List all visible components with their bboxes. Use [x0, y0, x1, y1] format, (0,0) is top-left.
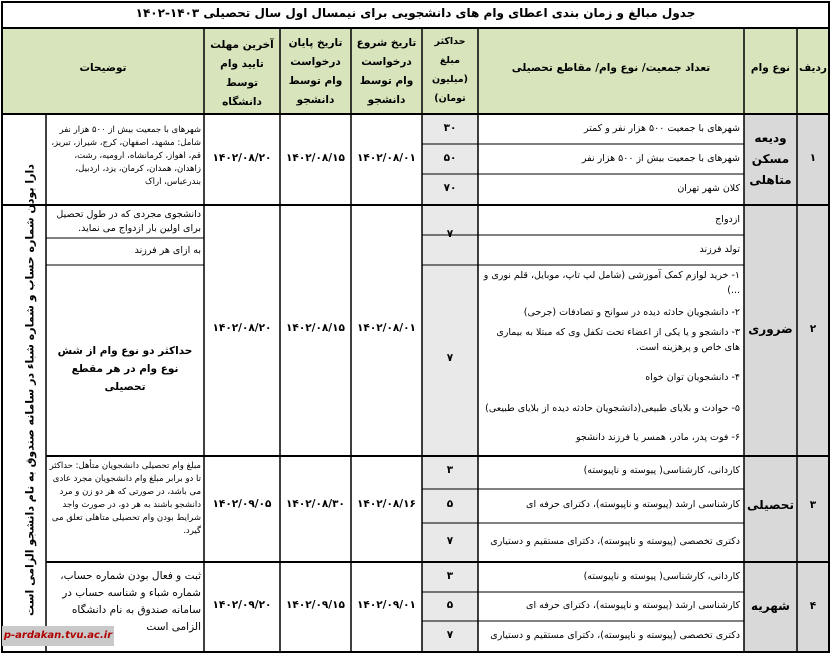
row-2-item-1: ۱- خرید لوازم کمک آموزشی (شامل لپ تاپ، موبایل، قلم نوری و ...) — [483, 270, 740, 296]
row-1-amount-1: ۳۰ — [443, 122, 457, 134]
header-deadline: آخرین مهلت تایید وام توسط دانشگاه — [210, 39, 274, 108]
row-2-item-2: ۲- دانشجویان حادثه دیده در سوانح و تصادفات (جرحی) — [523, 307, 740, 318]
row-2-item-4: ۴- دانشجویان توان خواه — [645, 372, 740, 383]
header-subtypes: تعداد جمعیت/ نوع وام/ مقاطع تحصیلی — [511, 62, 711, 74]
row-2-number: ۲ — [809, 323, 817, 335]
row-2-end-date: ۱۴۰۲/۰۸/۱۵ — [286, 322, 345, 334]
row-3-amount-3: ۷ — [446, 535, 454, 547]
row-2-note-general: حداکثر دو نوع وام از شش نوع وام در هر مقطع تحصیلی — [57, 345, 193, 393]
row-1-number: ۱ — [809, 152, 817, 164]
row-3-amount-1: ۳ — [446, 464, 454, 476]
row-2-amount-a: ۷ — [446, 228, 454, 240]
row-4-item-3: دکتری تخصصی (پیوسته و ناپیوسته)، دکترای مستقیم و دستیاری — [490, 630, 740, 641]
row-1-amount-2: ۵۰ — [443, 152, 457, 164]
row-3-notes: مبلغ وام تحصیلی دانشجویان متأهل: حداکثر تا دو برابر مبلغ وام دانشجویان مجرد عادی می باشد، در صورتی که هر دو زن و مرد دانشجو باشند به هر دو، در صورت واجد شرایط بودن وام تحصیلی متاهلی تعلق می گیرد. — [49, 461, 201, 536]
row-1-item-1: شهرهای با جمعیت ۵۰۰ هزار نفر و کمتر — [584, 123, 740, 134]
row-3-deadline: ۱۴۰۲/۰۹/۰۵ — [212, 498, 272, 510]
row-3-end-date: ۱۴۰۲/۰۸/۳۰ — [286, 498, 345, 510]
row-2-type: ضروری — [748, 322, 793, 336]
header-row: ردیف — [799, 62, 827, 74]
row-3-number: ۳ — [809, 499, 817, 511]
row-4-number: ۴ — [809, 600, 817, 612]
row-1-start-date: ۱۴۰۲/۰۸/۰۱ — [357, 152, 416, 164]
row-3-start-date: ۱۴۰۲/۰۸/۱۶ — [357, 498, 416, 510]
header-loan-type: نوع وام — [750, 62, 791, 74]
row-4-amount-3: ۷ — [446, 629, 454, 641]
row-3-item-3: دکتری تخصصی (پیوسته و ناپیوسته)، دکترای مستقیم و دستیاری — [490, 536, 740, 547]
page-title: جدول مبالغ و زمان بندی اعطای وام های دانشجویی برای نیمسال اول سال تحصیلی ۱۴۰۳-۱۴۰۲ — [135, 6, 696, 20]
row-1-deadline: ۱۴۰۲/۰۸/۲۰ — [212, 152, 272, 164]
row-4-notes: ثبت و فعال بودن شماره حساب، شماره شباء و شناسه حساب در سامانه صندوق به نام دانشگاه الزامی است — [60, 570, 201, 633]
row-4-amount-2: ۵ — [446, 599, 454, 611]
site-watermark: p-ardakan.tvu.ac.ir — [2, 626, 114, 646]
row-3-type: تحصیلی — [747, 498, 794, 512]
row-3-amount-2: ۵ — [446, 498, 454, 510]
row-2-item-6: ۶- فوت پدر، مادر، همسر یا فرزند دانشجو — [575, 432, 740, 443]
row-2-note-child: به ازای هر فرزند — [134, 245, 201, 256]
header-end-date: تاریخ پایان درخواست وام توسط دانشجو — [288, 37, 343, 106]
row-2-start-date: ۱۴۰۲/۰۸/۰۱ — [357, 322, 416, 334]
header-notes: توضیحات — [79, 62, 127, 74]
row-2-item-3: ۳- دانشجو و یا یکی از اعضاء تحت تکفل وی که مبتلا به بیماری های خاص و پرهزینه است. — [496, 327, 740, 353]
side-note: دارا بودن شماره حساب و شماره شباء در سامانه صندوق به نام دانشجو الزامی است — [23, 164, 37, 616]
row-3-item-1: کاردانی، کارشناسی( پیوسته و ناپیوسته) — [583, 465, 740, 476]
row-4-deadline: ۱۴۰۲/۰۹/۲۰ — [212, 599, 272, 611]
row-1-item-3: کلان شهر تهران — [677, 183, 740, 194]
row-1-type: ودیعه مسکن متاهلی — [749, 131, 792, 187]
row-2-amount-b: ۷ — [446, 352, 454, 364]
row-1-amount-3: ۷۰ — [443, 182, 457, 194]
row-1-item-2: شهرهای با جمعیت بیش از ۵۰۰ هزار نفر — [581, 153, 740, 164]
row-3-item-2: کارشناسی ارشد (پیوسته و ناپیوسته)، دکترای حرفه ای — [526, 499, 740, 510]
row-4-item-1: کاردانی، کارشناسی( پیوسته و ناپیوسته) — [583, 571, 740, 582]
row-2-note-marriage: دانشجوی مجردی که در طول تحصیل برای اولین بار ازدواج می نماید. — [56, 209, 201, 234]
header-max-amount: حداکثر مبلغ (میلیون تومان) — [432, 36, 468, 104]
row-1-end-date: ۱۴۰۲/۰۸/۱۵ — [286, 152, 345, 164]
row-4-end-date: ۱۴۰۲/۰۹/۱۵ — [286, 599, 345, 611]
row-2-item-5: ۵- حوادث و بلایای طبیعی(دانشجویان حادثه دیده از بلایای طبیعی) — [485, 403, 740, 414]
row-1-notes: شهرهای با جمعیت بیش از ۵۰۰ هزار نفر شامل: مشهد، اصفهان، کرج، شیراز، تبریز، قم، اهواز، کرمانشاه، ارومیه، رشت، زاهدان، همدان، کرمان، یزد، اردبیل، بندرعباس، اراک — [51, 125, 201, 187]
header-start-date: تاریخ شروع درخواست وام توسط دانشجو — [356, 37, 417, 106]
row-2-item-child: تولد فرزند — [699, 244, 740, 255]
row-4-amount-1: ۳ — [446, 570, 454, 582]
row-2-deadline: ۱۴۰۲/۰۸/۲۰ — [212, 322, 272, 334]
row-4-type: شهریه — [751, 599, 790, 613]
row-2-item-marriage: ازدواج — [715, 214, 740, 225]
row-4-item-2: کارشناسی ارشد (پیوسته و ناپیوسته)، دکترای حرفه ای — [526, 600, 740, 611]
row-4-start-date: ۱۴۰۲/۰۹/۰۱ — [357, 599, 416, 611]
